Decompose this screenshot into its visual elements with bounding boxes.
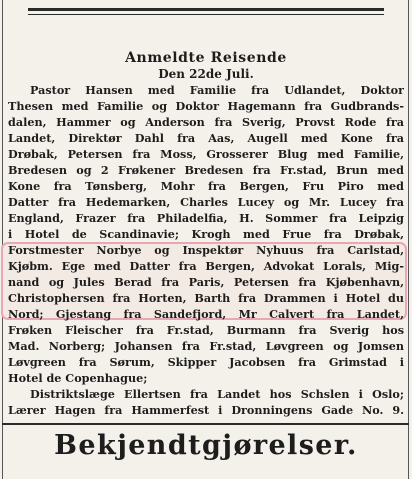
top-rule-thin xyxy=(28,14,384,15)
article-date: Den 22de Juli. xyxy=(158,67,254,81)
article-line: Kone fra Tønsberg, Mohr fra Bergen, Fru Piro med xyxy=(8,179,404,193)
article-line: Distriktslæge Ellertsen fra Landet hos Schslen i Oslo; xyxy=(30,387,404,401)
article-line: Hotel de Copenhague; xyxy=(8,371,148,385)
article-line: Forstmester Norbye og Inspektør Nyhuus fra Carlstad, xyxy=(8,243,404,257)
article-line: England, Frazer fra Philadelfia, H. Sommer fra Leipzig xyxy=(8,211,404,225)
article-line: Mad. Norberg; Johansen fra Fr.stad, Løvgreen og Jomsen xyxy=(8,339,404,353)
article-line: Datter fra Hedemarken, Charles Lucey og Mr. Lucey fra xyxy=(8,195,404,209)
article-line: i Hotel de Scandinavie; Krogh med Frue fra Drøbak, xyxy=(8,227,404,241)
article-line: Landet, Direktør Dahl fra Aas, Augell med Kone fra xyxy=(8,131,404,145)
article-line: Pastor Hansen med Familie fra Udlandet, Doktor xyxy=(30,83,404,97)
article-line: nand og Jules Berad fra Paris, Petersen fra Kjøbenhavn, xyxy=(8,275,404,289)
section-divider xyxy=(2,423,409,425)
article-line: Bredesen og 2 Frøkener Bredesen fra Fr.stad, Brun med xyxy=(8,163,404,177)
article-line: dalen, Hammer og Anderson fra Sverig, Provst Rode fra xyxy=(8,115,404,129)
article-line: Lærer Hagen fra Hammerfest i Dronningens Gade No. 9. xyxy=(8,403,404,417)
article-line: Drøbak, Petersen fra Moss, Grosserer Blug med Familie, xyxy=(8,147,404,161)
article-line: Thesen med Familie og Doktor Hagemann fra Gudbrands- xyxy=(8,99,404,113)
article-line: Løvgreen fra Sørum, Skipper Jacobsen fra Grimstad i xyxy=(8,355,404,369)
section-title: Bekjendtgjørelser. xyxy=(54,430,358,461)
article-line: Nord; Gjestang fra Sandefjord, Mr Calvert fra Landet, xyxy=(8,307,404,321)
article-line: Christophersen fra Horten, Barth fra Drammen i Hotel du xyxy=(8,291,404,305)
top-rule-thick xyxy=(28,8,384,11)
article-heading: Anmeldte Reisende xyxy=(125,50,287,66)
article-line: Kjøbm. Ege med Datter fra Bergen, Advokat Lorals, Mig- xyxy=(8,259,404,273)
article-line: Frøken Fleischer fra Fr.stad, Burmann fra Sverig hos xyxy=(8,323,404,337)
